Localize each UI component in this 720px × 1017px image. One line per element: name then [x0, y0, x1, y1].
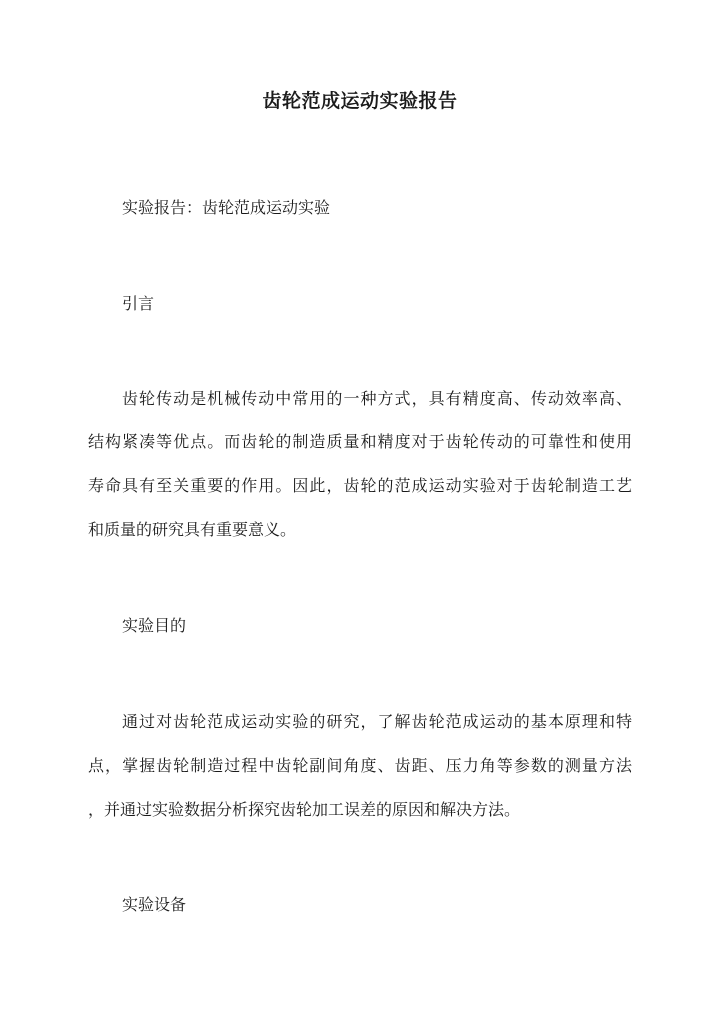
document-title: 齿轮范成运动实验报告 [262, 90, 458, 112]
intro-heading: 引言 [122, 294, 155, 313]
intro-paragraph-line-4: 和质量的研究具有重要意义。 [88, 520, 297, 539]
purpose-paragraph-line-2: 点，掌握齿轮制造过程中齿轮副间角度、齿距、压力角等参数的测量方法 [88, 756, 632, 775]
intro-paragraph-line-1: 齿轮传动是机械传动中常用的一种方式，具有精度高、传动效率高、 [122, 389, 632, 408]
purpose-paragraph-line-3: ，并通过实验数据分析探究齿轮加工误差的原因和解决方法。 [88, 800, 521, 819]
intro-paragraph-line-3: 寿命具有至关重要的作用。因此，齿轮的范成运动实验对于齿轮制造工艺 [88, 476, 632, 495]
equipment-heading: 实验设备 [122, 895, 187, 914]
subtitle-line: 实验报告：齿轮范成运动实验 [122, 198, 331, 217]
intro-paragraph-line-2: 结构紧凑等优点。而齿轮的制造质量和精度对于齿轮传动的可靠性和使用 [88, 432, 632, 451]
purpose-heading: 实验目的 [122, 616, 187, 635]
purpose-paragraph-line-1: 通过对齿轮范成运动实验的研究，了解齿轮范成运动的基本原理和特 [122, 712, 632, 731]
